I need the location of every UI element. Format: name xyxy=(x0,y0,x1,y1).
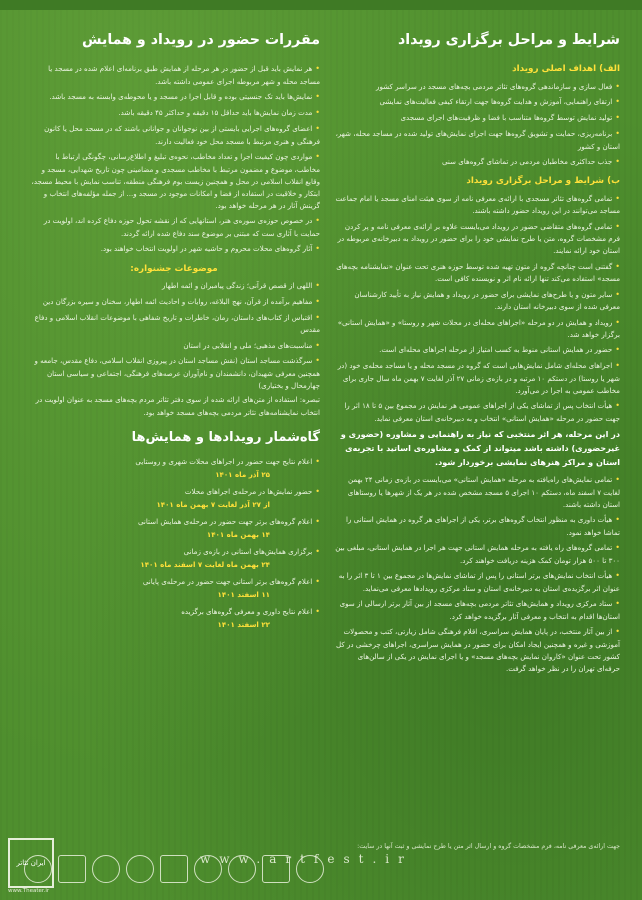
stage-item xyxy=(334,541,620,567)
bullet-icon: • xyxy=(315,312,320,322)
timeline-event-text: اعلام نتایج داوری و معرفی گروه‌های برگزیده xyxy=(181,606,313,616)
timeline-event xyxy=(28,605,320,631)
timeline-event-date: ۲۲ اسفند ۱۴۰۱ xyxy=(217,619,270,629)
timeline-event-text: حضور نمایش‌ها در مرحله‌ی اجراهای محلات xyxy=(184,487,313,497)
stage-item-text: گفتنی است چنانچه گروه از متون تهیه شده توسط حوزه هنری تحت عنوان «نمایشنامه بچه‌های مسجد» استفاده می‌کند تنها ارائه نام اثر و نویسنده کافی است. xyxy=(336,261,620,284)
goal-item xyxy=(334,111,620,125)
stage-item xyxy=(334,569,620,595)
bullet-icon: • xyxy=(615,543,620,553)
stage-item xyxy=(334,359,620,397)
rules-list xyxy=(28,62,320,256)
timeline-list xyxy=(28,455,320,631)
stage-item-text: اجراهای محله‌ای شامل نمایش‌هایی است که گروه در مسجد محله و یا مساجد محله‌ی خود (در شهر یا روستا) در دستکم ۱۰ مرتبه و در بازه‌ی زمانی ۲۷ آذر لغایت ۷ بهمن ماه سال جاری برای مخاطب عمومی به اجرا در می‌آورد. xyxy=(337,361,620,396)
timeline-event xyxy=(28,545,320,571)
stage-item xyxy=(334,260,620,286)
bullet-icon: • xyxy=(315,576,320,586)
bullet-icon: • xyxy=(615,401,620,411)
rule-item-text: مواردی چون کیفیت اجرا و تعداد مخاطب، نحوه‌ی تبلیغ و اطلاع‌رسانی، چگونگی ارتباط با مخاطب، موضوع و مضمون مرتبط با مخاطب مسجدی و مضامینی چون تاریخ شهدایی، مسجد و وقایع انقلاب اسلامی در محل و همچنین زیست بوم فرهنگی منطقه، تناسب نمایش با محیط مسجد، ابتکار و خلاقیت در استفاده از فضا و امکانات موجود در مسجد و... از جمله مؤلفه‌های انتخاب و گزینش آثار در هر مرحله خواهد بود. xyxy=(31,151,320,211)
timeline-event-date: ۲۴ بهمن ماه لغایت ۷ اسفند ماه ۱۴۰۱ xyxy=(140,559,270,569)
stage-item-text: هیأت انتخاب نمایش‌های برتر استانی را پس از تماشای نمایش‌ها در مجموع بین ۱ تا ۳ اثر را به عنوان اثر برگزیده‌ی استان به دبیرخانه‌ی استان و ستاد مرکزی رویدادها معرفی می‌نماید. xyxy=(338,571,620,593)
goal-item-text: فعال سازی و سازماندهی گروه‌های تئاتر مردمی بچه‌های مسجد در سراسر کشور xyxy=(376,81,613,91)
topic-item xyxy=(28,279,320,293)
sponsor-logo-icon xyxy=(194,855,222,883)
stage-item-text: تمامی نمایش‌های راه‌یافته به مرحله «همایش استانی» می‌بایست در بازه‌ی زمانی ۲۴ بهمن لغایت ۷ اسفند ماه، دستکم ۱۰ اجرای ۵ مسجد مشخص شده در هر یک از شهرها یا روستاهای استان داشته باشند. xyxy=(347,475,620,509)
stage-item-text: رویداد و همایش در دو مرحله «اجراهای محله‌ای در محلات شهر و روستا» و «همایش استانی» برگزار خواهد شد. xyxy=(337,317,620,340)
bullet-icon: • xyxy=(615,361,620,371)
top-strip xyxy=(0,0,642,10)
timeline-event xyxy=(28,515,320,541)
sponsor-logo-icon xyxy=(92,855,120,883)
bullet-icon: • xyxy=(615,156,620,166)
bullet-icon: • xyxy=(315,546,320,556)
rule-item xyxy=(28,214,320,240)
stage-item-text: هیأت انتخاب پس از تماشای یکی از اجراهای عمومی هر نمایش در مجموع بین ۵ تا ۱۸ اثر را جهت حضور در مرحله «همایش استانی» انتخاب و به دبیرخانه‌ی استان معرفی نماید. xyxy=(344,401,620,424)
bullet-icon: • xyxy=(615,345,620,355)
bullet-icon: • xyxy=(315,457,320,467)
rule-item xyxy=(28,122,320,148)
bullet-icon: • xyxy=(315,216,320,226)
contact-note: جهت ارائه‌ی معرفی نامه، فرم مشخصات گروه و ارسال اثر متن یا طرح نمایشی و ثبت آنها در سایت: xyxy=(357,842,620,850)
goal-item-text: ارتقای راهنمایی، آموزش و هدایت گروه‌ها جهت ارتقاء کیفی فعالیت‌های نمایشی xyxy=(379,97,613,107)
bullet-icon: • xyxy=(615,261,620,271)
bullet-icon: • xyxy=(615,221,620,231)
stage-item xyxy=(334,597,620,623)
rules-title: مقررات حضور در رویداد و همایش xyxy=(81,32,320,48)
rule-item-text: آثار گروه‌های محلات محروم و حاشیه شهر در اولویت انتخاب خواهند بود. xyxy=(100,244,313,254)
goal-item xyxy=(334,80,620,94)
bullet-icon: • xyxy=(615,113,620,123)
rule-item xyxy=(28,106,320,120)
stage-item xyxy=(334,343,620,357)
sponsor-logo-icon xyxy=(160,855,188,883)
stage-item xyxy=(334,220,620,258)
highlight-note: در این مرحله، هر اثر منتخبی که نیاز به راهنمایی و مشاوره (حضوری و غیرحضوری) داشته باشد میتواند از کمک و مشاوره‌ی اساتید با تجربه‌ی استان و مراکز هنرهای نمایشی برخوردار شود. xyxy=(340,429,620,468)
goal-item-text: جذب حداکثری مخاطبان مردمی در تماشای گروه‌های سنی xyxy=(442,156,613,166)
conditions-column xyxy=(334,28,620,677)
bullet-icon: • xyxy=(315,606,320,616)
timeline-event-date: ۲۵ آذر ماه ۱۴۰۱ xyxy=(215,469,270,479)
bullet-icon: • xyxy=(615,81,620,91)
stage-item-text: از بین آثار منتخب، در پایان همایش سراسری، اقلام فرهنگی شامل زیارتی، کتب و محصولات آموزشی و غیره و همچنین ایجاد امکان برای حضور در همایش سراسری، اجراهای چرخشی در کل کشور تحت عنوان «کاروان نمایش بچه‌های مسجد» و یا اجرای نمایش در یکی از سالن‌های حرفه‌ای تهران را در نظر خواهد گرفت. xyxy=(335,626,620,674)
goal-item-text: تولید نمایش توسط گروه‌ها متناسب با فضا و ظرفیت‌های اجرای مسجدی xyxy=(400,113,613,123)
rule-item xyxy=(28,242,320,256)
topic-item-text: اقتباس از کتاب‌های داستان، رمان، خاطرات و تاریخ شفاهی با موضوعات انقلاب اسلامی و دفاع مقدس xyxy=(34,312,320,335)
iran-theater-logo xyxy=(8,838,54,888)
topic-item xyxy=(28,354,320,392)
topics-heading: موضوعات جشنواره: xyxy=(130,263,218,274)
stage-item-text: تمامی گروه‌های متقاضی حضور در رویداد می‌بایست علاوه بر ارائه‌ی معرفی نامه و پر کردن فرم مشخصات گروه، متن یا طرح نمایشی خود را برای حضور در رویداد به دبیرخانه‌ی مربوطه در استان خود ارائه نمایند. xyxy=(337,221,620,256)
bullet-icon: • xyxy=(615,626,620,636)
stage-item xyxy=(334,473,620,511)
brand-name: ایران تئاتر xyxy=(16,859,46,867)
sponsor-logo-icon xyxy=(262,855,290,883)
topic-item xyxy=(28,311,320,337)
stage-item xyxy=(334,513,620,539)
stages-list xyxy=(334,192,620,426)
sponsor-logos xyxy=(24,852,324,886)
bullet-icon: • xyxy=(615,193,620,203)
topic-item xyxy=(28,339,320,353)
rule-item-text: در خصوص حوزه‌ی سوره‌ی هنر، استانهایی که از نقشه تحول حوزه دفاع کرده اند، اولویت در حمایت با آثاری ست که مبتنی بر موضوع سند دفاع شده ارائه گردند. xyxy=(43,216,320,239)
sponsor-logo-icon xyxy=(228,855,256,883)
timeline-event-text: اعلام گروه‌های برتر جهت حضور در مرحله‌ی همایش استانی xyxy=(137,517,313,527)
bullet-icon: • xyxy=(315,123,320,133)
topics-note: تبصره: استفاده از متن‌های ارائه شده از سوی دفتر تئاتر مردم بچه‌های مسجد به عنوان اولویت در انتخاب نمایشنامه‌های تئاتر مردمی بچه‌های مسجد خواهد بود. xyxy=(35,395,320,417)
sponsor-logo-icon xyxy=(296,855,324,883)
stage-item-text: تمامی گروه‌های تئاتر مسجدی با ارائه‌ی معرفی نامه از سوی هیئت امنای مسجد یا امام جماعت مساجد می‌توانند در این رویداد حضور داشته باشند. xyxy=(335,193,620,216)
stage-item xyxy=(334,192,620,218)
bullet-icon: • xyxy=(615,598,620,608)
bullet-icon: • xyxy=(615,571,620,581)
stage-item xyxy=(334,288,620,314)
website-link[interactable]: www.artfest.ir xyxy=(200,852,413,866)
topics-list xyxy=(28,279,320,392)
bullet-icon: • xyxy=(615,289,620,299)
stages-list-2 xyxy=(334,473,620,675)
timeline-event-date: از ۲۷ آذر لغایت ۷ بهمن ماه ۱۴۰۱ xyxy=(156,499,270,509)
bullet-icon: • xyxy=(315,340,320,350)
timeline-event-text: اعلام نتایج جهت حضور در اجراهای محلات شهری و روستایی xyxy=(135,457,313,467)
bullet-icon: • xyxy=(615,128,620,138)
goal-item xyxy=(334,155,620,169)
goals-list xyxy=(334,80,620,169)
rule-item-text: هر نمایش باید قبل از حضور در هر مرحله از همایش طبق برنامه‌ای اعلام شده در مسجد یا مساجد محله و شهر مربوطه اجرای عمومی داشته باشد. xyxy=(48,64,320,87)
topic-item-text: سرگذشت مساجد استان (نقش مساجد استان در پیروزی انقلاب اسلامی، دفاع مقدس، جامعه و همچنین معرفی شهیدان، دانشمندان و نام‌آوران عرصه‌های فرهنگی، اجتماعی و سیاسی استان چهارمحال و بختیاری) xyxy=(34,356,320,391)
bullet-icon: • xyxy=(315,92,320,102)
brand-url: www.Theater.ir xyxy=(8,888,50,894)
rule-item-text: نمایش‌ها باید تک جنسیتی بوده و قابل اجرا در مسجد و یا محوطه‌ی وابسته به مسجد باشد. xyxy=(49,92,313,102)
bullet-icon: • xyxy=(315,296,320,306)
sponsor-logo-icon xyxy=(126,855,154,883)
timeline-event-text: برگزاری همایش‌های استانی در بازه‌ی زمانی xyxy=(183,546,313,556)
conditions-title: شرایط و مراحل برگزاری رویداد xyxy=(397,32,620,48)
topic-item xyxy=(28,295,320,309)
rule-item xyxy=(28,90,320,104)
timeline-event xyxy=(28,485,320,511)
bullet-icon: • xyxy=(315,108,320,118)
stage-item-text: ستاد مرکزی رویداد و همایش‌های تئاتر مردمی بچه‌های مسجد از بین آثار برتر ارسالی از سوی استان‌ها اقدام به انتخاب و معرفی آثار برگزیده خواهد کرد. xyxy=(339,598,620,621)
goal-item xyxy=(334,95,620,109)
timeline-event xyxy=(28,455,320,481)
bullet-icon: • xyxy=(615,515,620,525)
timeline-event-date: ۱۴ بهمن ماه ۱۴۰۱ xyxy=(206,529,270,539)
bullet-icon: • xyxy=(315,244,320,254)
rules-column xyxy=(28,28,320,635)
goal-item xyxy=(334,127,620,153)
goal-item-text: برنامه‌ریزی، حمایت و تشویق گروه‌ها جهت اجرای نمایش‌های تولید شده در مساجد محله، شهر، استان و کشور xyxy=(335,128,620,151)
rule-item-text: مدت زمان نمایش‌ها باید حداقل ۱۵ دقیقه و حداکثر ۴۵ دقیقه باشد. xyxy=(118,108,313,118)
bullet-icon: • xyxy=(615,97,620,107)
rule-item xyxy=(28,150,320,213)
stage-item-text: تمامی گروه‌های راه یافته به مرحله همایش استانی جهت هر اجرا در همایش استانی، مبلغی بین ۳۰۰ تا ۵۰۰ هزار تومان کمک هزینه دریافت خواهند کرد. xyxy=(335,543,620,565)
timeline-event-text: اعلام گروه‌های برتر استانی جهت حضور در مرحله‌ی پایانی xyxy=(142,576,313,586)
bullet-icon: • xyxy=(315,281,320,291)
topic-item-text: مناسبت‌های مذهبی؛ ملی و انقلابی در استان xyxy=(183,340,313,350)
stage-item-text: سایر متون و یا طرح‌های نمایشی برای حضور در رویداد و همایش نیاز به تأیید کارشناسان معرفی شده از سوی دبیرخانه استان دارند. xyxy=(354,289,620,312)
goals-heading: الف) اهداف اصلی رویداد xyxy=(512,64,620,75)
topic-item-text: اللهی از قصص قرآنی؛ زندگی پیامبران و ائمه اطهار xyxy=(162,281,313,291)
rule-item xyxy=(28,62,320,88)
stage-item-text: هیأت داوری به منظور انتخاب گروه‌های برتر، یکی از اجراهای هر گروه در همایش استانی را تماشا خواهد نمود. xyxy=(346,515,620,537)
stage-item xyxy=(334,316,620,342)
timeline-event-date: ۱۱ اسفند ۱۴۰۱ xyxy=(217,589,270,599)
bullet-icon: • xyxy=(315,64,320,74)
bullet-icon: • xyxy=(315,151,320,161)
bullet-icon: • xyxy=(615,475,620,485)
sponsor-logo-icon xyxy=(58,855,86,883)
stage-item xyxy=(334,625,620,675)
topic-item-text: مفاهیم برآمده از قرآن، نهج البلاغه، روایات و احادیث ائمه اطهار، سخنان و سیره بزرگان دین xyxy=(42,296,313,306)
bullet-icon: • xyxy=(315,356,320,366)
stage-item xyxy=(334,399,620,425)
bullet-icon: • xyxy=(615,317,620,327)
rule-item-text: اعضای گروه‌های اجرایی بایستی از بین نوجوانان و جوانانی باشند که در مسجد محل یا کانون فرهنگی و هنری مرتبط با مسجد محل خود فعالیت دارند. xyxy=(44,123,320,146)
bullet-icon: • xyxy=(315,487,320,497)
stages-heading: ب) شرایط و مراحل برگزاری رویداد xyxy=(466,176,620,187)
bullet-icon: • xyxy=(315,517,320,527)
timeline-title: گاه‌شمار رویدادها و همایش‌ها xyxy=(131,429,320,445)
timeline-event xyxy=(28,575,320,601)
stage-item-text: حضور در همایش استانی منوط به کسب امتیاز از مرحله اجراهای محله‌ای است. xyxy=(379,345,613,355)
